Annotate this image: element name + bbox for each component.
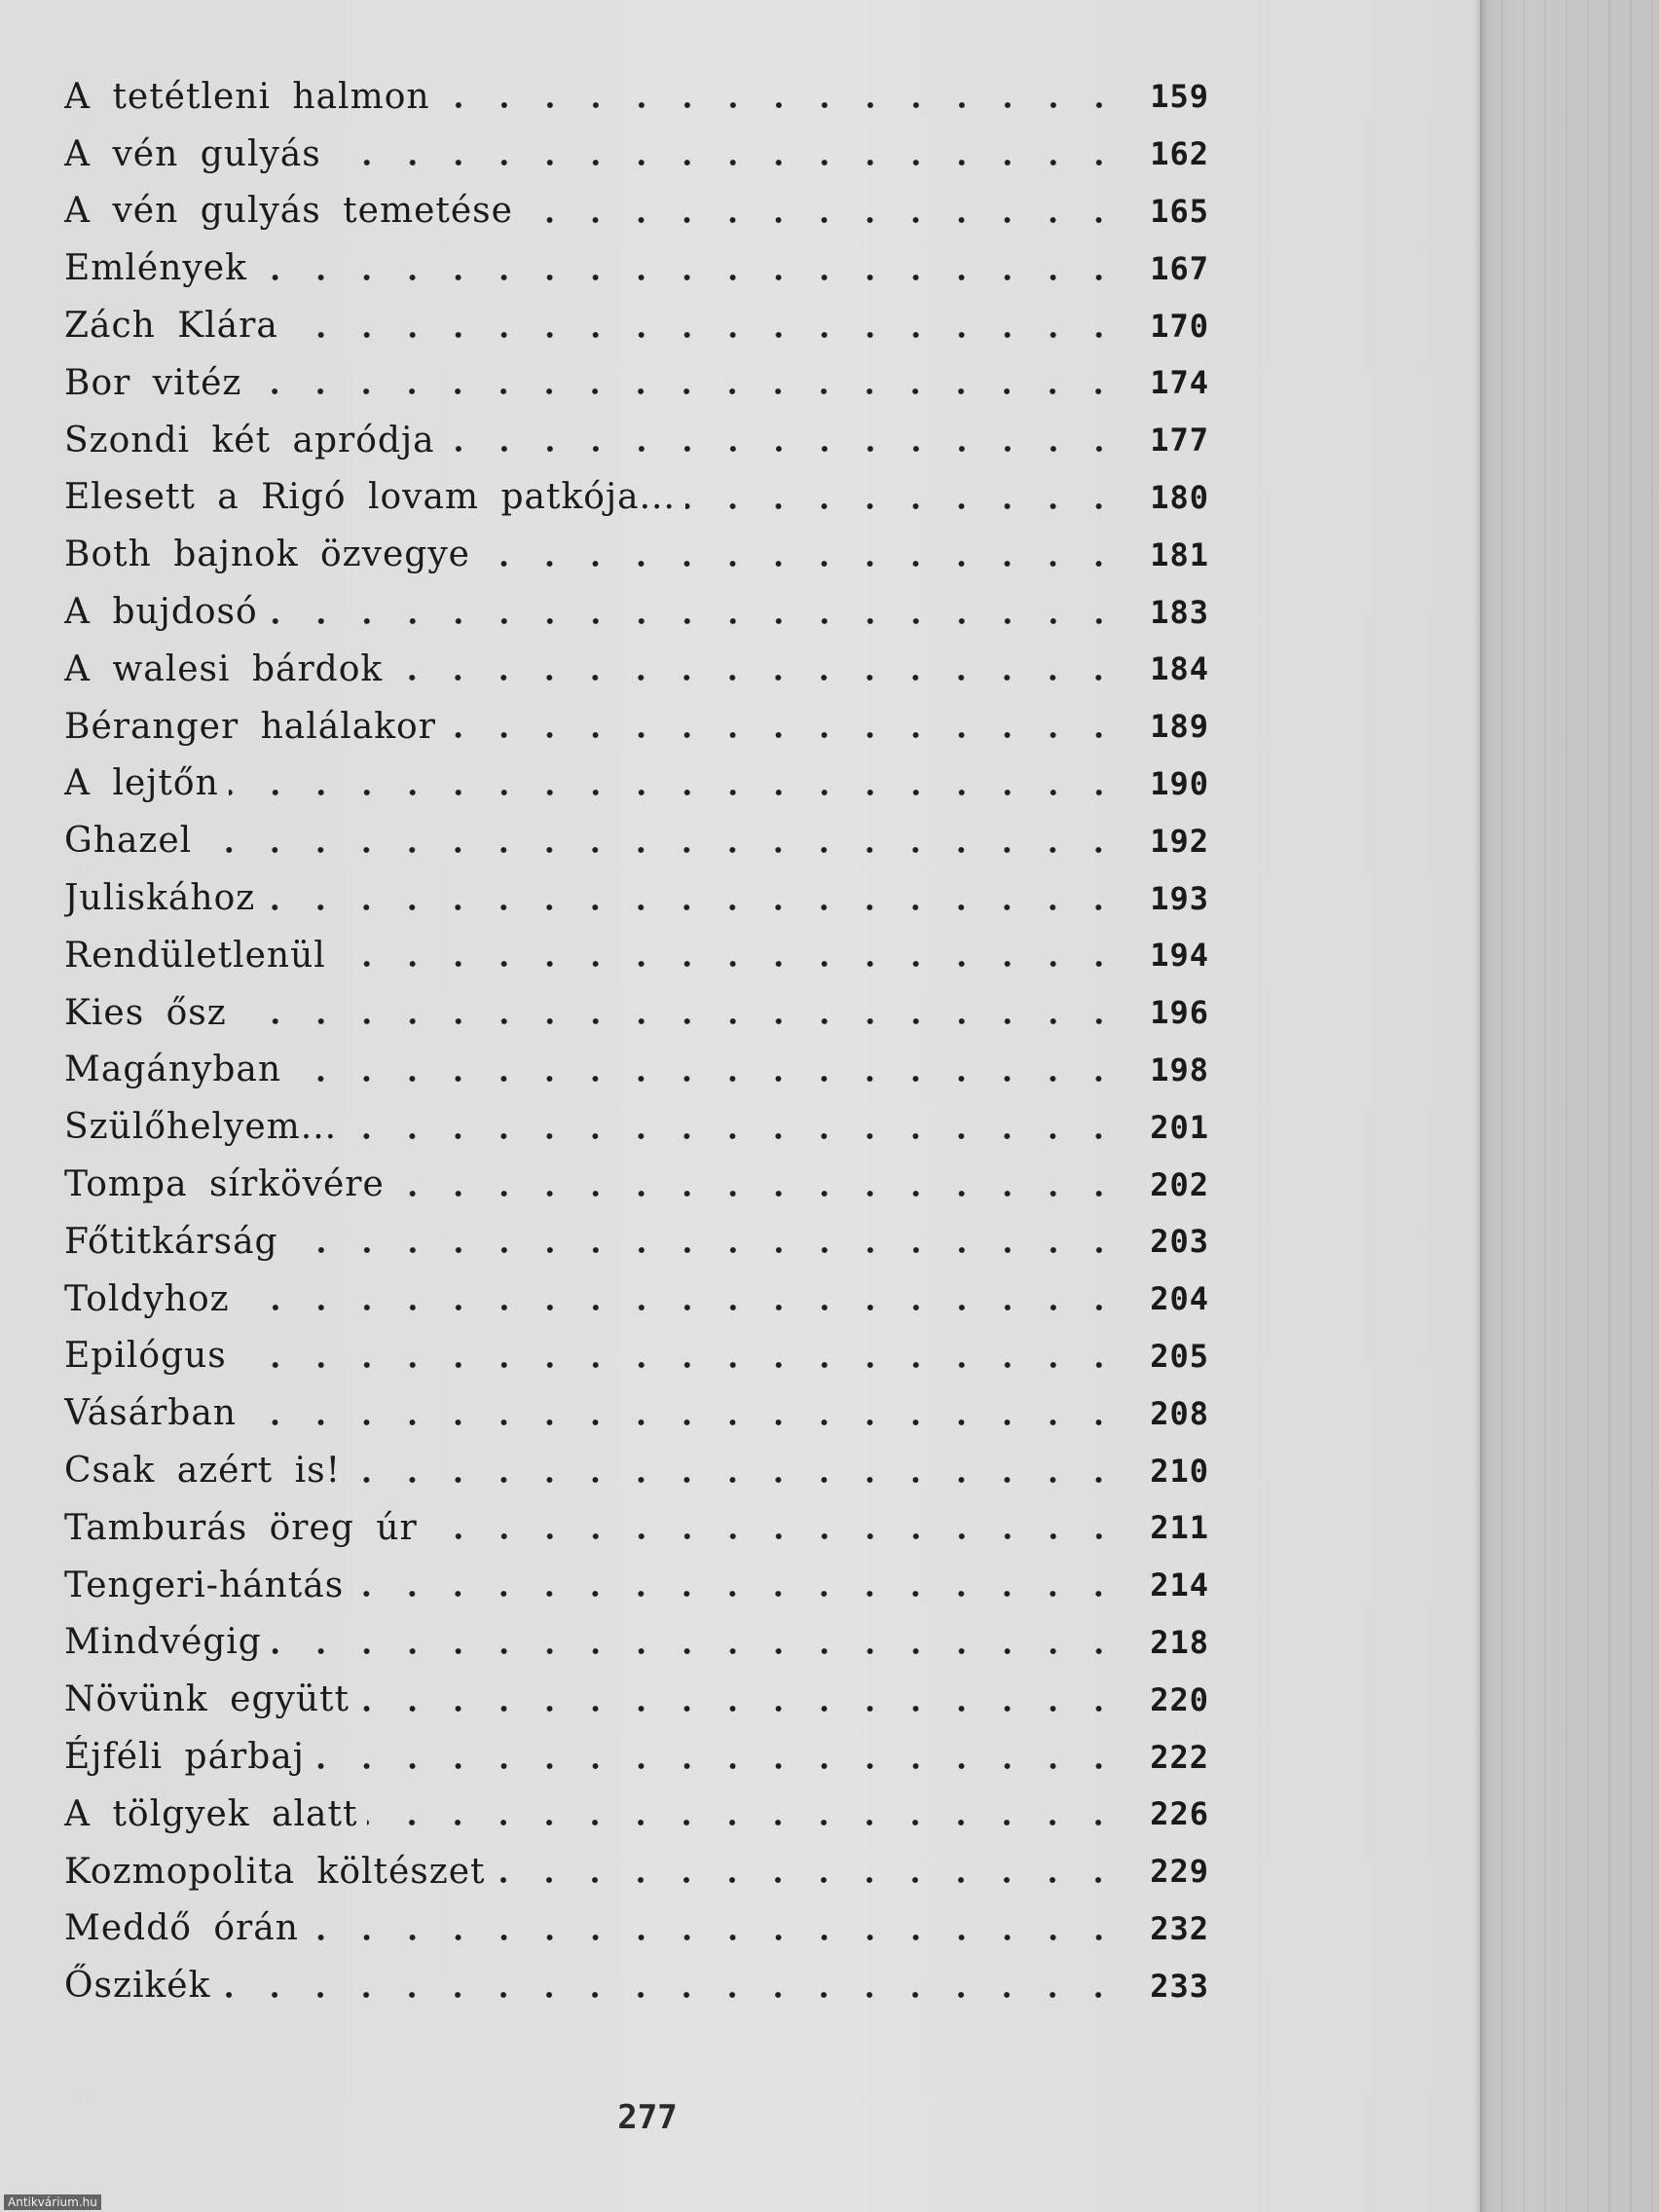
toc-entry	[64, 1671, 1209, 1728]
toc-entry-title: Emlények	[64, 248, 247, 289]
toc-entry-title: A tetétleni halmon	[64, 76, 430, 117]
toc-entry-title: A walesi bárdok	[64, 648, 384, 689]
dot-leader	[309, 1934, 1122, 1941]
toc-entry	[64, 1957, 1209, 2014]
toc-entry-title: A bujdosó	[64, 592, 258, 633]
dot-leader	[291, 1075, 1122, 1083]
toc-entry	[64, 1614, 1209, 1672]
dot-leader	[265, 903, 1122, 911]
dot-leader	[347, 1132, 1122, 1140]
dot-leader	[288, 331, 1122, 339]
toc-entry-page-number: 181	[1150, 535, 1209, 573]
dot-leader	[246, 1419, 1122, 1426]
toc-entry	[64, 698, 1209, 756]
page-edge-shadow	[1472, 0, 1486, 2212]
dot-leader	[251, 387, 1122, 395]
dot-leader	[446, 731, 1122, 739]
dot-leader	[257, 274, 1122, 281]
dot-leader	[229, 789, 1122, 796]
dot-leader	[685, 502, 1122, 510]
dot-leader	[367, 1819, 1122, 1826]
toc-entry	[64, 1384, 1209, 1442]
toc-entry-page-number: 159	[1150, 78, 1209, 116]
toc-entry	[64, 297, 1209, 354]
toc-entry-page-number: 180	[1150, 478, 1209, 516]
dot-leader	[445, 445, 1122, 453]
toc-entry-page-number: 194	[1150, 937, 1209, 975]
dot-leader	[240, 1304, 1122, 1311]
toc-entry-page-number: 233	[1150, 1967, 1209, 2005]
toc-entry-title: Ghazel	[64, 821, 193, 862]
dot-leader	[220, 1991, 1122, 1999]
dot-leader	[336, 960, 1122, 968]
toc-entry-page-number: 174	[1150, 364, 1209, 402]
toc-entry-page-number: 220	[1150, 1680, 1209, 1718]
toc-entry-page-number: 196	[1150, 994, 1209, 1032]
toc-entry	[64, 1843, 1209, 1900]
toc-entry	[64, 469, 1209, 527]
toc-entry-page-number: 167	[1150, 249, 1209, 287]
toc-entry	[64, 1271, 1209, 1328]
dot-leader	[427, 1532, 1122, 1540]
toc-entry-page-number: 189	[1150, 708, 1209, 746]
toc-entry	[64, 641, 1209, 698]
toc-entry	[64, 583, 1209, 641]
dot-leader	[202, 846, 1122, 854]
dot-leader	[353, 1590, 1122, 1598]
dot-leader	[314, 1762, 1122, 1770]
toc-entry-title: Őszikék	[64, 1966, 211, 2007]
toc-entry-title: Főtitkárság	[64, 1221, 278, 1262]
dot-leader	[523, 216, 1122, 224]
toc-entry-title: Szondi két apródja	[64, 420, 435, 461]
dot-leader	[288, 1246, 1122, 1254]
toc-entry-page-number: 192	[1150, 822, 1209, 860]
table-of-contents	[64, 68, 1209, 2014]
toc-entry-page-number: 222	[1150, 1738, 1209, 1776]
toc-entry-page-number: 201	[1150, 1108, 1209, 1146]
toc-entry-title: Kozmopolita költészet	[64, 1851, 486, 1892]
toc-entry	[64, 1213, 1209, 1271]
toc-entry-page-number: 198	[1150, 1051, 1209, 1088]
toc-entry	[64, 927, 1209, 984]
toc-entry-title: Tengeri-hántás	[64, 1565, 345, 1605]
dot-leader	[237, 1361, 1122, 1369]
toc-entry	[64, 1098, 1209, 1156]
dot-leader	[237, 1017, 1122, 1025]
toc-entry-title: Vásárban	[64, 1393, 237, 1434]
toc-entry-title: Magányban	[64, 1050, 282, 1090]
toc-entry-page-number: 218	[1150, 1623, 1209, 1661]
toc-entry-title: Tamburás öreg úr	[64, 1507, 418, 1548]
toc-entry	[64, 1328, 1209, 1385]
toc-entry-page-number: 214	[1150, 1567, 1209, 1604]
toc-entry	[64, 412, 1209, 469]
toc-entry	[64, 1728, 1209, 1786]
toc-entry-title: A vén gulyás temetése	[64, 191, 513, 232]
toc-entry	[64, 183, 1209, 240]
toc-entry	[64, 68, 1209, 126]
dot-leader	[350, 1476, 1122, 1484]
toc-entry-title: Zách Klára	[64, 306, 278, 347]
toc-entry-title: Elesett a Rigó lovam patkója...	[64, 477, 676, 518]
toc-entry-title: A tölgyek alatt	[64, 1793, 358, 1834]
toc-entry-page-number: 226	[1150, 1795, 1209, 1833]
toc-entry-title: A lejtőn	[64, 763, 219, 804]
toc-entry-title: Csak azért is!	[64, 1451, 342, 1492]
toc-entry-title: Szülőhelyem...	[64, 1107, 338, 1148]
toc-entry-title: Mindvégig	[64, 1622, 262, 1663]
toc-entry-title: Rendületlenül	[64, 935, 326, 976]
dot-leader	[272, 1647, 1122, 1655]
toc-entry-page-number: 205	[1150, 1337, 1209, 1375]
toc-entry-title: A vén gulyás	[64, 133, 321, 174]
toc-entry	[64, 126, 1209, 183]
toc-entry-page-number: 211	[1150, 1509, 1209, 1547]
toc-entry-title: Növünk együtt	[64, 1679, 350, 1720]
toc-entry-page-number: 232	[1150, 1909, 1209, 1947]
toc-entry	[64, 812, 1209, 869]
dot-leader	[495, 1876, 1122, 1884]
toc-entry-title: Epilógus	[64, 1336, 227, 1377]
toc-entry-page-number: 162	[1150, 135, 1209, 173]
toc-entry-title: Béranger halálakor	[64, 706, 436, 747]
toc-entry	[64, 1557, 1209, 1614]
toc-entry	[64, 984, 1209, 1042]
toc-entry-page-number: 202	[1150, 1165, 1209, 1203]
toc-entry	[64, 1786, 1209, 1843]
toc-entry-page-number: 210	[1150, 1452, 1209, 1490]
toc-entry-page-number: 177	[1150, 422, 1209, 460]
toc-entry	[64, 869, 1209, 927]
toc-entry-page-number: 208	[1150, 1394, 1209, 1432]
toc-entry-page-number: 170	[1150, 307, 1209, 345]
dot-leader	[359, 1705, 1122, 1713]
toc-entry	[64, 1499, 1209, 1557]
toc-entry-title: Meddő órán	[64, 1908, 299, 1949]
page-number-footer: 277	[617, 2098, 678, 2137]
toc-entry-page-number: 229	[1150, 1853, 1209, 1891]
toc-entry-page-number: 184	[1150, 650, 1209, 688]
toc-entry	[64, 1156, 1209, 1213]
toc-entry-page-number: 203	[1150, 1223, 1209, 1261]
dot-leader	[440, 101, 1122, 109]
toc-entry	[64, 354, 1209, 412]
toc-entry-title: Toldyhoz	[64, 1278, 230, 1319]
toc-entry-page-number: 204	[1150, 1280, 1209, 1318]
toc-entry-title: Juliskához	[64, 878, 256, 919]
watermark: Antikvárium.hu	[4, 2194, 101, 2210]
dot-leader	[394, 1190, 1122, 1198]
toc-entry-page-number: 165	[1150, 192, 1209, 230]
toc-entry	[64, 1900, 1209, 1958]
toc-entry-title: Tompa sírkövére	[64, 1164, 385, 1205]
dot-leader	[392, 674, 1122, 682]
toc-entry	[64, 1042, 1209, 1099]
toc-entry-title: Kies ősz	[64, 992, 227, 1033]
dot-leader	[480, 560, 1122, 568]
toc-entry	[64, 1442, 1209, 1499]
dot-leader	[268, 617, 1122, 625]
toc-entry	[64, 756, 1209, 813]
toc-entry-title: Éjféli párbaj	[64, 1737, 305, 1777]
dot-leader	[331, 159, 1122, 166]
toc-entry	[64, 240, 1209, 297]
book-gutter	[1480, 0, 1659, 2212]
toc-entry-title: Bor vitéz	[64, 362, 242, 403]
toc-entry-page-number: 190	[1150, 764, 1209, 802]
toc-entry-page-number: 193	[1150, 879, 1209, 917]
toc-entry	[64, 526, 1209, 583]
toc-entry-page-number: 183	[1150, 593, 1209, 631]
toc-entry-title: Both bajnok özvegye	[64, 535, 470, 575]
